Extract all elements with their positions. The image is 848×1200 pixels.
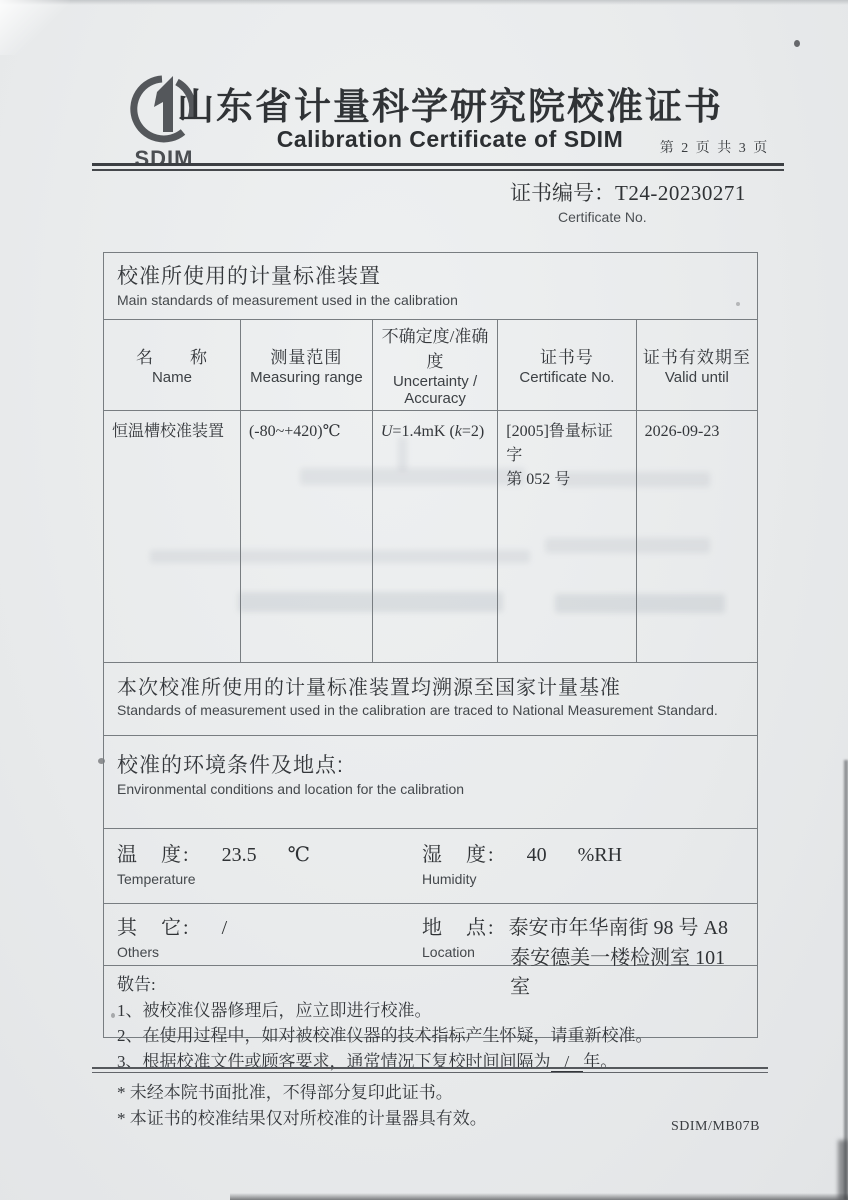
notice-line3-prefix: 3、根据校准文件或顾客要求，通常情况下复校时间间隔为 (117, 1051, 551, 1071)
scan-corner-highlight (0, 0, 70, 55)
coverage-factor-value: =2) (461, 422, 485, 440)
footer-note-1: * 未经本院书面批准，不得部分复印此证书。 (117, 1083, 453, 1102)
others-block (117, 911, 422, 965)
col-header-range (240, 320, 372, 411)
scan-corner-shadow (838, 1140, 848, 1200)
location-label-en: Location (422, 944, 475, 960)
notice-line1: 1、被校准仪器修理后，应立即进行校准。 (117, 1000, 432, 1020)
traceability-en: Standards of measurement used in the calibration are traced to National Measurement Standard. (117, 702, 718, 718)
temperature-block (117, 838, 422, 903)
humidity-value: 40 (526, 844, 547, 866)
col-header-certno (498, 320, 636, 411)
cell-uncertainty (372, 410, 497, 662)
certificate-no-line1: [2005]鲁量标证字 (506, 422, 613, 464)
coverage-factor-symbol: k (454, 422, 462, 440)
footer-divider (92, 1067, 768, 1073)
humidity-label-en: Humidity (422, 871, 477, 887)
footer-note-2: * 本证书的校准结果仅对所校准的计量器具有效。 (117, 1109, 487, 1128)
cell-certificate-no (498, 410, 636, 662)
certificate-title-en: Calibration Certificate of SDIM (276, 126, 624, 152)
notice-title: 敬告: (117, 975, 156, 994)
col-header-zh: 证书有效期至 (642, 348, 751, 368)
location-line2: 泰安德美一楼检测室 101 室 (510, 947, 726, 998)
col-header-en: Uncertainty / Accuracy (392, 373, 478, 408)
col-header-en: Measuring range (250, 369, 363, 387)
notice-line3-blank: / (551, 1052, 584, 1072)
traceability-section (104, 662, 757, 735)
others-label-en: Others (117, 944, 160, 960)
col-header-name (104, 320, 240, 411)
col-header-en: Valid until (664, 369, 729, 387)
certificate-title-zh: 山东省计量科学研究院校准证书 (177, 87, 723, 128)
humidity-unit: %RH (577, 844, 623, 866)
others-value: / (221, 917, 228, 939)
col-header-zh: 测量范围 (270, 348, 343, 368)
uncertainty-value: =1.4mK ( (392, 422, 455, 440)
location-block (422, 911, 744, 998)
col-header-valid (636, 320, 757, 411)
location-label-zh: 地 点: (422, 917, 496, 939)
location-line1: 泰安市年华南街 98 号 A8 (508, 917, 729, 939)
scan-edge-top (0, 0, 848, 5)
col-header-en: Certificate No. (519, 369, 615, 387)
logo-text: SDIM (134, 146, 194, 171)
col-header-zh: 不确定度/准确度 (381, 327, 489, 371)
standards-table-header-row (104, 320, 757, 411)
temperature-label-zh: 温 度: (117, 844, 191, 866)
page-number-label: 第 2 页 共 3 页 (659, 141, 770, 156)
scan-speck (794, 40, 800, 47)
certificate-number-label-en: Certificate No. (558, 209, 647, 225)
standards-section-header (104, 253, 757, 319)
standards-title-en: Main standards of measurement used in the calibration (117, 292, 458, 308)
traceability-zh: 本次校准所使用的计量标准装置均溯源至国家计量基准 (117, 677, 621, 699)
environment-section-header (104, 735, 757, 828)
certificate-number-value: T24-20230271 (615, 181, 746, 205)
environment-title-zh: 校准的环境条件及地点: (117, 754, 344, 777)
cell-standard-name: 恒温槽校准装置 (104, 410, 240, 662)
temperature-unit: ℃ (287, 844, 310, 866)
standards-table-data-row (104, 410, 757, 662)
notice-line2: 2、在使用过程中，如对被校准仪器的技术指标产生怀疑，请重新校准。 (117, 1026, 653, 1045)
certificate-no-line2: 第 052 号 (506, 470, 571, 488)
cell-valid-until: 2026-09-23 (636, 410, 757, 662)
standards-table (104, 319, 757, 662)
temperature-humidity-row (104, 828, 757, 903)
header-divider (92, 163, 784, 171)
standards-title-zh: 校准所使用的计量标准装置 (117, 265, 381, 288)
notice-line3-suffix: 年。 (583, 1051, 618, 1071)
temperature-value: 23.5 (221, 844, 257, 866)
humidity-block (422, 838, 744, 903)
environment-title-en: Environmental conditions and location for the calibration (117, 781, 465, 797)
certificate-number-label: 证书编号： (510, 181, 615, 205)
col-header-uncertainty (372, 320, 497, 411)
certificate-number-line (510, 177, 746, 207)
col-header-zh: 证书号 (539, 348, 594, 368)
scan-edge-bottom (230, 1193, 848, 1200)
form-code: SDIM/MB07B (670, 1119, 760, 1134)
uncertainty-symbol: U (380, 422, 393, 440)
others-label-zh: 其 它: (117, 917, 191, 939)
scan-edge-right (844, 760, 848, 1200)
humidity-label-zh: 湿 度: (422, 844, 496, 866)
temperature-label-en: Temperature (117, 871, 196, 887)
certificate-body (103, 252, 758, 1071)
col-header-en: Name (151, 369, 192, 387)
cell-measuring-range: (-80~+420)℃ (240, 410, 372, 662)
col-header-zh: 名 称 (135, 348, 208, 368)
